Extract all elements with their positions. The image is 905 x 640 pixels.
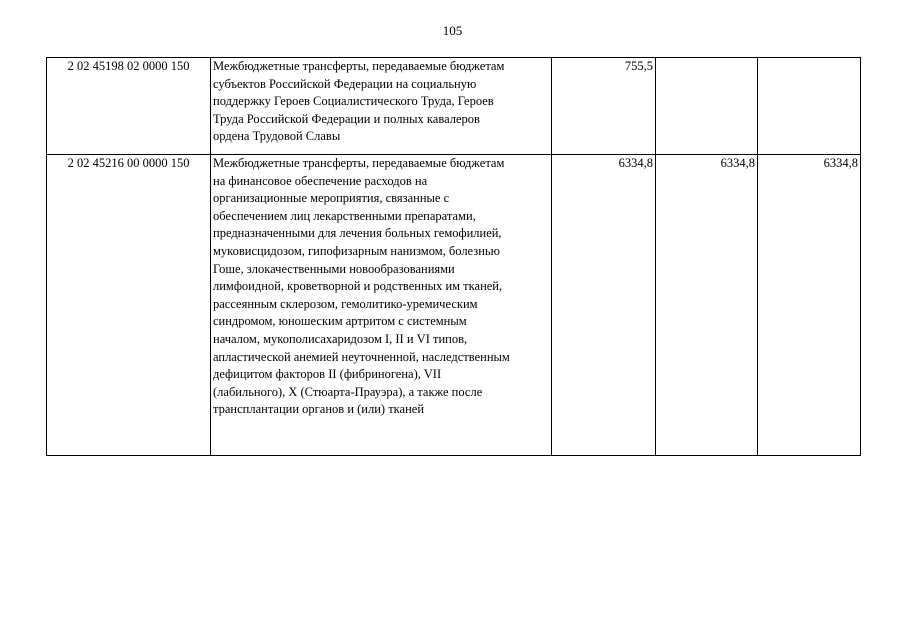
table-row [47,155,861,456]
description-line: дефицитом факторов II (фибриногена), VII [213,367,442,382]
description-line: на финансовое обеспечение расходов на [213,173,428,188]
amount-year-3: 6334,8 [758,155,861,456]
classification-code: 2 02 45216 00 0000 150 [47,155,211,456]
amount-year-2: 6334,8 [656,155,758,456]
amount-year-2 [656,58,758,155]
description-line: рассеянным склерозом, гемолитико-уремическим [213,296,478,311]
budget-table [46,57,861,456]
amount-year-3 [758,58,861,155]
description-line: лимфоидной, кроветворной и родственных им тканей, [213,279,503,294]
description-line: синдромом, юношеским артритом с системным [213,314,467,329]
row-description [211,155,552,456]
description-line: (лабильного), X (Стюарта-Прауэра), а также после [213,384,483,399]
description-line: Межбюджетные трансферты, передаваемые бюджетам [213,59,505,73]
description-line: трансплантации органов и (или) тканей [213,402,425,417]
amount-year-1: 755,5 [552,58,656,155]
description-line: обеспечением лиц лекарственными препаратами, [213,208,476,223]
page-number: 105 [442,23,463,38]
description-line: организационные мероприятия, связанные с [213,191,450,206]
amount-year-1: 6334,8 [552,155,656,456]
table-row [47,58,861,155]
description-line: поддержку Героев Социалистического Труда, Героев [213,94,494,109]
description-line: Гоше, злокачественными новообразованиями [213,261,455,276]
description-line: муковисцидозом, гипофизарным нанизмом, болезнью [213,243,500,258]
description-line: Труда Российской Федерации и полных кавалеров [213,111,480,126]
description-line: предназначенными для лечения больных гемофилией, [213,226,502,241]
description-line: ордена Трудовой Славы [213,129,341,144]
row-description [211,58,552,155]
description-line: субъектов Российской Федерации на социальную [213,76,477,91]
description-line: Межбюджетные трансферты, передаваемые бюджетам [213,156,505,170]
description-line: началом, мукополисахаридозом I, II и VI типов, [213,331,468,346]
classification-code: 2 02 45198 02 0000 150 [47,58,211,155]
description-line: апластической анемией неуточненной, наследственным [213,349,510,364]
